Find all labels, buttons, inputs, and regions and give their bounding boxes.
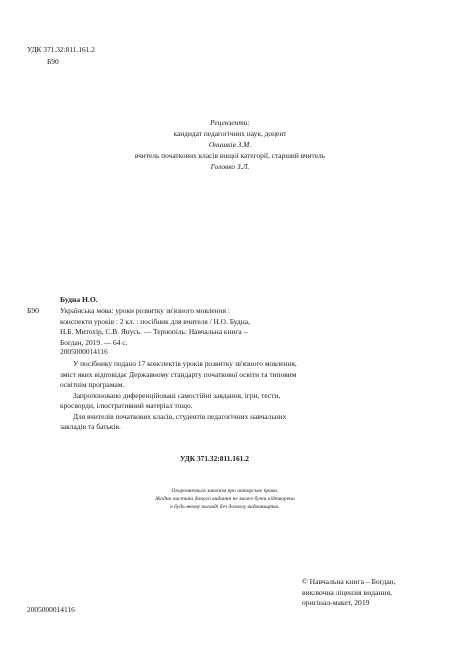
annotation-paragraph: У посібнику подано 17 конспектів уроків розвитку зв'язного мовлення, зміст яких відповідає Державному стандарту початкової освіти та типовим освітнім програмам. (60, 359, 297, 389)
desc-line: Українська мова: уроки розвитку зв'язного мовлення : (60, 306, 230, 315)
reviewer-1-name: Онишків З.М. (208, 140, 252, 149)
warning-line: Охороняється законом про авторське право. (171, 488, 279, 494)
desc-line: конспекти уроків : 2 кл. : посібник для вчителя / Н.О. Будна, (60, 316, 250, 326)
reviewer-1-title: кандидат педагогічних наук, доцент (173, 129, 287, 138)
isbn-bottom: 2005000014116 (27, 605, 75, 614)
reviewers-block (60, 117, 400, 172)
warning-line: в будь-якому вигляді без дозволу видавництва. (170, 504, 280, 510)
annotation-paragraph: Запропоновано диференційовані самостійні завдання, ігри, тести, кросворди, ілюстративний матеріал тощо. (60, 390, 281, 410)
publisher-line: оригінал-макет, 2019 (302, 598, 370, 607)
reviewer-2-name: Головко З.Л. (210, 162, 250, 171)
reviewers-heading: Рецензенти: (210, 118, 250, 127)
annotation (60, 359, 300, 433)
desc-line: Богдан, 2019. — 64 с. (60, 337, 128, 347)
catalog-code: Б90 (27, 306, 39, 315)
reviewer-2-title: вчитель початкових класів вищої категорії, старший вчитель (134, 151, 326, 160)
udk-code-top: УДК 371.32:811.161.2 (27, 45, 95, 54)
warning-line: Жодна частина даного видання не може бути відтворена (155, 496, 295, 502)
desc-line: Н.Б. Митохір, С.В. Янусь. — Тернопіль: Навчальна книга – (60, 327, 248, 336)
publisher-copyright (302, 577, 396, 609)
publisher-line: виключна ліцензія видання, (302, 587, 392, 597)
isbn-code: 2005000014116 (60, 347, 108, 356)
udk-code-bottom: УДК 371.32:811.161.2 (180, 454, 249, 463)
annotation-paragraph: Для вчителів початкових класів, студентів педагогічних навчальних закладів та батьків. (60, 411, 287, 431)
publisher-line: © Навчальна книга – Богдан, (302, 577, 396, 586)
bibliographic-description (60, 306, 300, 348)
author-name: Будна Н.О. (60, 295, 98, 304)
copyright-warning (150, 487, 300, 511)
catalog-code-top: Б90 (47, 57, 59, 66)
